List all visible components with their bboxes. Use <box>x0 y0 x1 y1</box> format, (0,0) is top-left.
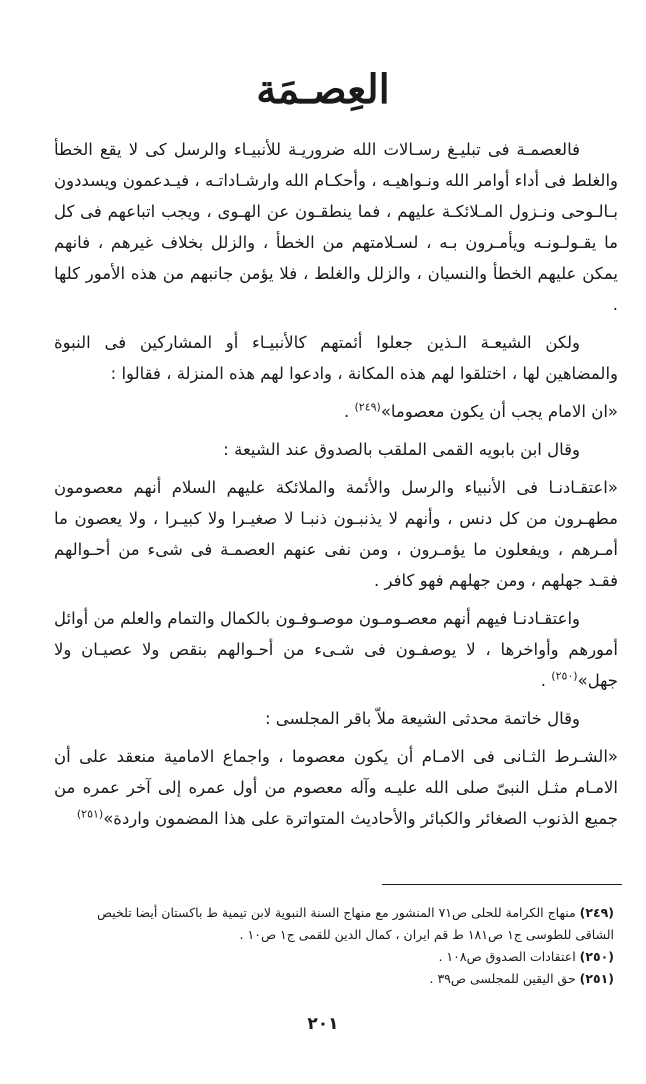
quote-3 <box>54 741 618 834</box>
quote-text: «اعتقـادنـا فى الأنبياء والرسل والأئمة والملائكة عليهم السلام أنهم معصومون مطهـرون من كل دنس ، وأنهم لا يذنبـون ذنبـا لا صغيـرا ولا كبيـرا ، ولا يعصون ما أمـرهم ، ويفعلون ما يؤمـرون ، ومن نفى عنهم العصمـة فى شىء من أحـوالهم فقـد جهلهم ، ومن جهلهم فهو كافر . <box>54 478 618 590</box>
footnote-continuation <box>30 924 620 946</box>
paragraph-text: وقال خاتمة محدثى الشيعة ملاّ باقر المجلسى : <box>265 709 580 728</box>
footnote-item <box>30 946 620 968</box>
paragraph-4 <box>54 703 618 734</box>
paragraph-text: وقال ابن بابويه القمى الملقب بالصدوق عند الشيعة : <box>223 440 580 459</box>
quote-text: «الشـرط الثـانى فى الامـام أن يكون معصوما ، واجماع الامامية منعقد على أن الامـام مثـل النبىّ صلى الله عليـه وآله معصوم من أول عمره إلى آخر عمره من جميع الذنوب الصغائر والكبائر والأحاديث المتواترة على هذا المضمون واردة» <box>54 747 618 828</box>
page-number: ٢٠١ <box>307 1014 339 1034</box>
footnote-item <box>30 902 620 924</box>
footnote-reference: (٢٥١) <box>76 807 104 821</box>
footnote-number: (٢٥١) <box>579 971 614 986</box>
footnotes <box>30 902 620 990</box>
footnote-number: (٢٥٠) <box>579 949 614 964</box>
footnote-text: الشاقى للطوسى ج١ ص١٨١ ط قم ايران ، كمال الدين للقمى ج١ ص١٠ . <box>239 927 614 942</box>
paragraph-2 <box>54 327 618 389</box>
footnote-number: (٢٤٩) <box>579 905 614 920</box>
footnote-text: منهاج الكرامة للحلى ص٧١ المنشور مع منهاج السنة النبوية لابن تيمية ط باكستان أيضا تلخيص <box>96 905 576 920</box>
quote-2 <box>54 472 618 596</box>
paragraph-1 <box>54 134 618 320</box>
quote-text: واعتقـادنـا فيهم أنهم معصـومـون موصـوفـون بالكمال والتمام والعلم من أوائل أمورهم وأواخرها ، لا يوصفـون فى شـىء من أحـوالهم بنقص ولا عصيـان ولا جهل» <box>54 609 618 690</box>
quote-2-continued: واعتقـادنـا فيهم أنهم معصـومـون موصـوفـون بالكمال والتمام والعلم من أوائل أمورهم وأواخرها ، لا يوصفـون فى شـىء من أحـوالهم بنقص ولا عصيـان ولا جهل»$^{(٢٥٠)}$ . <box>54 609 618 690</box>
footnote-reference: (٢٤٩) <box>354 400 381 414</box>
footnote-reference: (٢٥٠) <box>551 669 578 683</box>
paragraph-text: ولكن الشيعـة الـذين جعلوا أئمتهم كالأنبيـاء أو المشاركين فى النبوة والمضاهين لها ، اختلقوا لهم هذه المكانة ، وادعوا لهم هذه المنزلة ، فقالوا : <box>54 333 618 383</box>
footnote-text: حق اليقين للمجلسى ص٣٩ . <box>429 971 576 986</box>
footnote-text: اعتقادات الصدوق ص١٠٨ . <box>438 949 576 964</box>
quote-text: «ان الامام يجب أن يكون معصوما» <box>380 402 618 421</box>
body-text <box>54 134 618 841</box>
paragraph-text: فالعصمـة فى تبليـغ رسـالات الله ضروريـة للأنبيـاء والرسل كى لا يقع الخطأ والغلط فى أداء أوامر الله ونـواهيـه ، وأحكـام الله وارشـاداتـه ، فيـدعمون ويسددون بـالـوحى ونـزول المـلائكـة عليهم ، فما ينطقـون عن الهـوى ، ويجب اتباعهم فى كل ما يقـولـونـه ويأمـرون بـه ، لسـلامتهم من الخطأ ، والزلل بخلاف غيرهم ، فانهم يمكن عليهم الخطأ والنسيان ، والزلل والغلط ، فلا يؤمن جانبهم من هذه الأمور كلها . <box>54 140 618 314</box>
quote-1: «ان الامام يجب أن يكون معصوما»$^{(٢٤٩)}$ . <box>343 400 618 421</box>
chapter-title: العِصـمَة <box>256 66 390 113</box>
footnote-separator <box>382 884 622 885</box>
paragraph-3 <box>54 434 618 465</box>
footnote-item <box>30 968 620 990</box>
